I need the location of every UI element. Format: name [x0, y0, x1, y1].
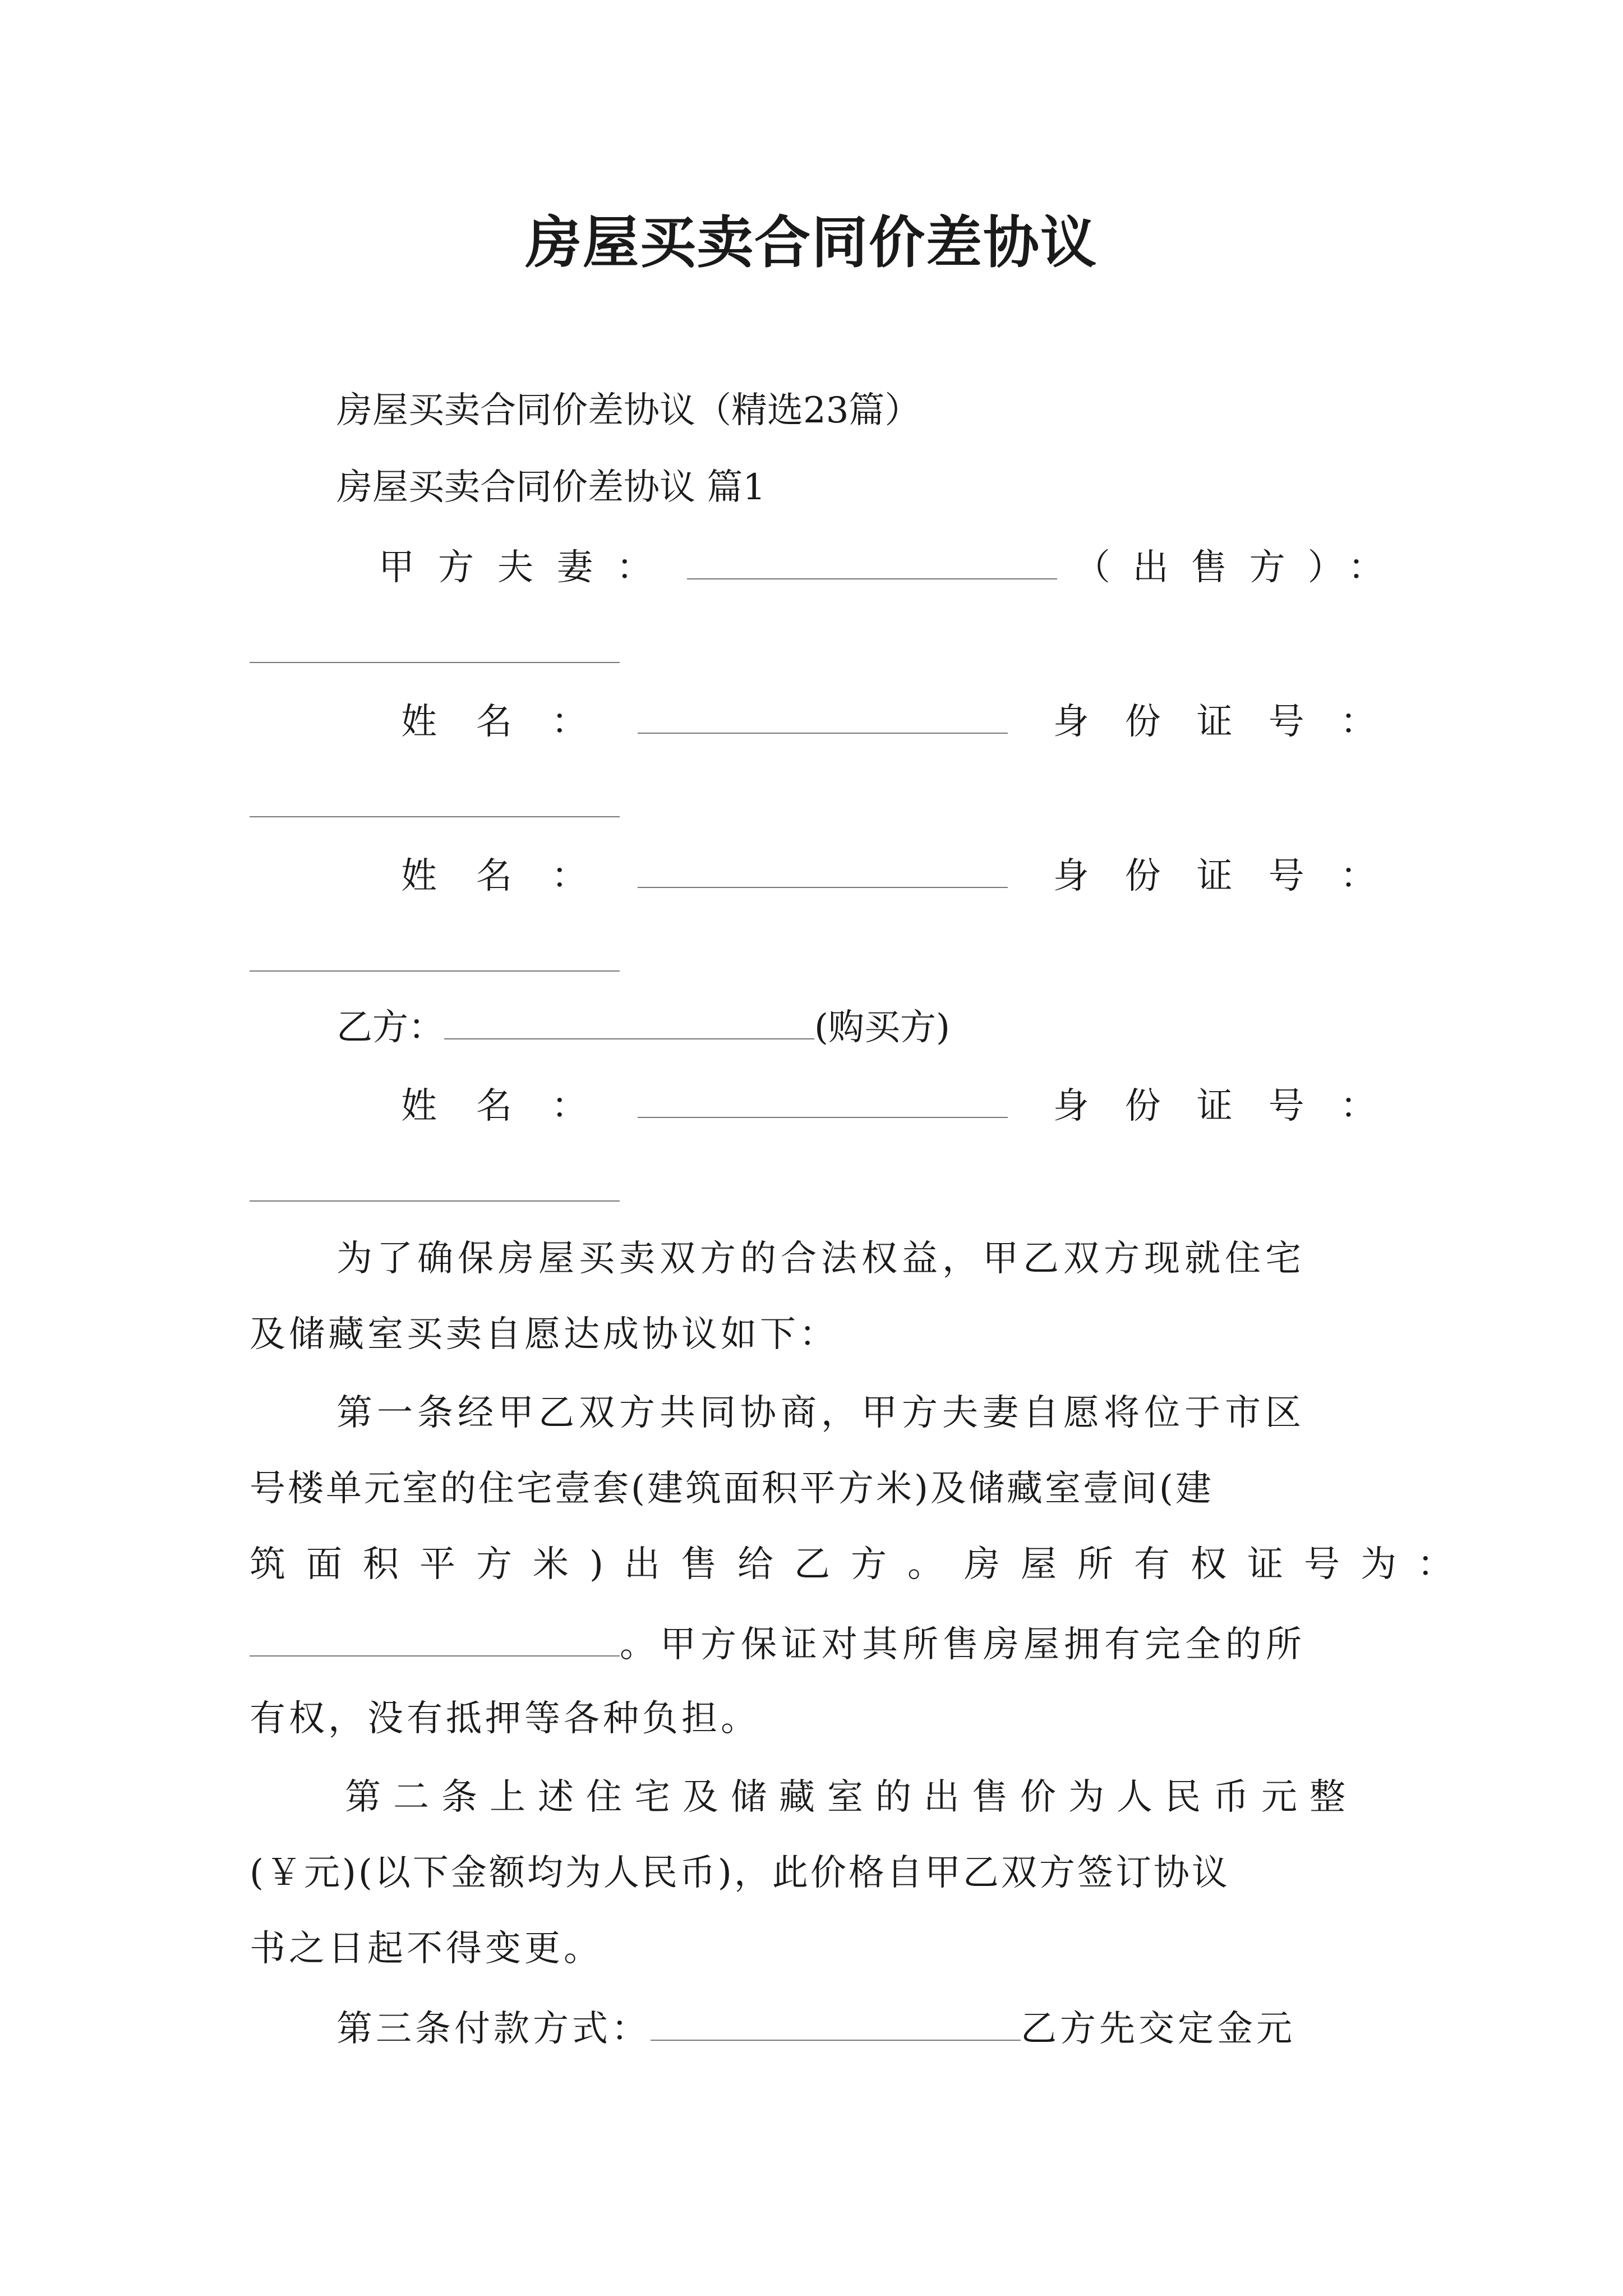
party-a-blank-continued[interactable]	[250, 662, 620, 663]
party-a-label: 甲方夫妻：	[379, 547, 676, 588]
party-b-label: 乙方：	[336, 1007, 444, 1048]
name-label: 姓名：	[401, 1085, 626, 1127]
name-label: 姓名：	[401, 855, 626, 897]
article-1-line-4-text: 。甲方保证对其所售房屋拥有完全的所	[620, 1624, 1306, 1665]
party-b-blank[interactable]	[444, 1004, 814, 1039]
id-field[interactable]	[250, 816, 620, 817]
payment-method-field[interactable]	[651, 2005, 1021, 2041]
article-1-line-2: 号楼单元室的住宅壹套(建筑面积平方米)及储藏室壹间(建	[250, 1468, 1214, 1510]
subtitle: 房屋买卖合同价差协议（精选23篇）	[336, 390, 921, 431]
id-field[interactable]	[250, 970, 620, 972]
article-3-line-1	[336, 2005, 1382, 2051]
article-3-label: 第三条付款方式：	[336, 2008, 651, 2050]
id-field[interactable]	[250, 1200, 620, 1202]
id-label: 身份证号：	[1053, 701, 1412, 743]
article-3-text: 乙方先交定金元	[1021, 2008, 1295, 2050]
party-a-blank[interactable]	[687, 544, 1057, 579]
name-field[interactable]	[638, 1082, 1008, 1118]
party-b-line	[336, 1004, 1469, 1050]
party-b-role: (购买方)	[814, 1007, 950, 1048]
article-1-line-1: 第一条经甲乙双方共同协商，甲方夫妻自愿将位于市区	[336, 1392, 1306, 1434]
party-a-role: （出售方）：	[1074, 547, 1407, 588]
party-a-person-1	[401, 698, 1412, 744]
name-label: 姓名：	[401, 701, 626, 743]
article-1-line-4	[250, 1621, 1382, 1667]
intro-line-1: 为了确保房屋买卖双方的合法权益，甲乙双方现就住宅	[336, 1238, 1306, 1280]
article-2-line-1: 第二条上述住宅及储藏室的出售价为人民币元整	[345, 1777, 1358, 1818]
id-label: 身份证号：	[1053, 855, 1412, 897]
name-field[interactable]	[638, 852, 1008, 888]
document-title: 房屋买卖合同价差协议	[525, 209, 1098, 275]
article-2-line-3: 书之日起不得变更。	[250, 1928, 603, 1970]
article-1-line-5: 有权，没有抵押等各种负担。	[250, 1698, 760, 1740]
article-1-line-3: 筑面积平方米)出售给乙方。房屋所有权证号为：	[250, 1544, 1474, 1585]
name-field[interactable]	[638, 698, 1008, 734]
section-heading: 房屋买卖合同价差协议 篇1	[336, 467, 766, 508]
party-a-person-2	[401, 852, 1412, 899]
party-a-line	[379, 544, 1407, 590]
article-2-line-2: (￥元)(以下金额均为人民币)，此价格自甲乙双方签订协议	[250, 1852, 1230, 1894]
ownership-cert-field[interactable]	[250, 1621, 620, 1657]
id-label: 身份证号：	[1053, 1085, 1412, 1127]
party-b-person	[401, 1082, 1412, 1129]
intro-line-2: 及储藏室买卖自愿达成协议如下：	[250, 1314, 838, 1355]
